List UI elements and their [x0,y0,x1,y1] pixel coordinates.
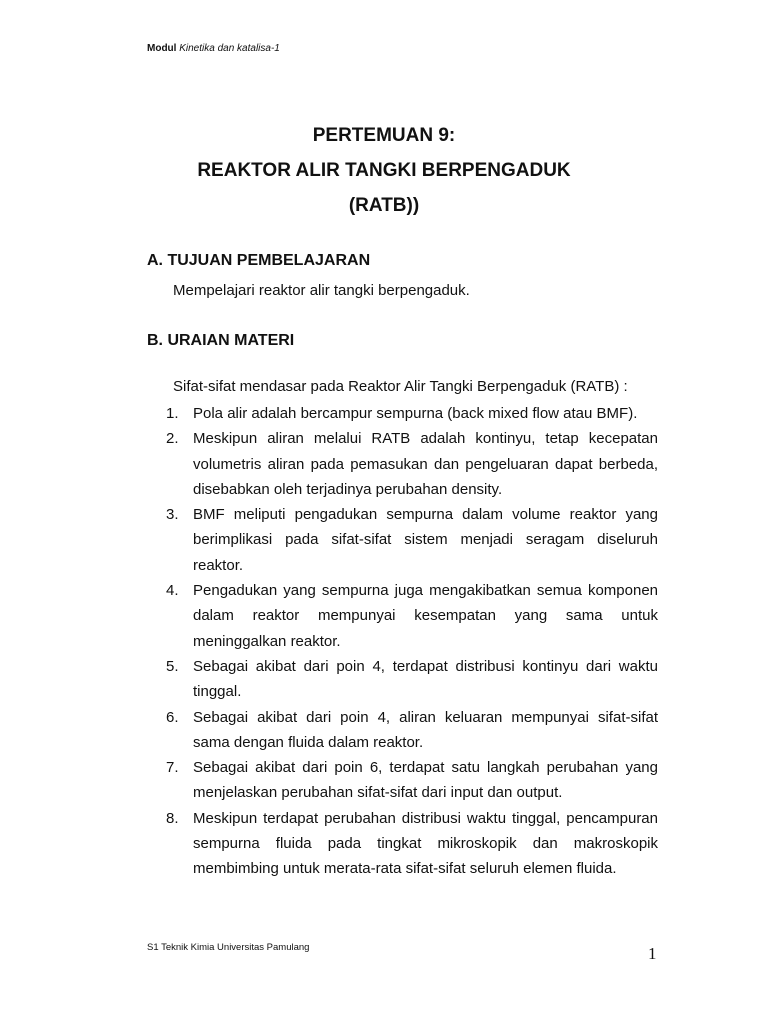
list-item-number: 2. [166,430,179,448]
materi-intro-text: Sifat-sifat mendasar pada Reaktor Alir Tangki Berpengaduk (RATB) : [173,378,628,395]
list-item [166,401,658,426]
properties-list [166,401,658,882]
list-item-text: Pola alir adalah bercampur sempurna (back mixed flow atau BMF). [193,405,638,422]
section-a-heading: A. TUJUAN PEMBELAJARAN [147,252,371,269]
list-item-number: 6. [166,708,179,726]
list-item [166,654,658,705]
list-item-text: Meskipun terdapat perubahan distribusi waktu tinggal, pencampuran sempurna fluida pada tingkat mikroskopik dan makroskopik membimbing untuk merata-rata sifat-sifat seluruh elemen fluida. [193,809,658,878]
learning-objective-text: Mempelajari reaktor alir tangki berpengaduk. [173,282,470,299]
page-title-abbreviation: (RATB)) [348,195,420,216]
list-item-text: Sebagai akibat dari poin 6, terdapat satu langkah perubahan yang menjelaskan perubahan sifat-sifat dari input dan output. [193,759,658,802]
list-item-text: Sebagai akibat dari poin 4, aliran keluaran mempunyai sifat-sifat sama dengan fluida dalam reaktor. [193,708,658,751]
list-item-text: BMF meliputi pengadukan sempurna dalam volume reaktor yang berimplikasi pada sifat-sifat sistem menjadi seragam diseluruh reaktor. [193,506,658,574]
module-label: Modul [147,43,177,54]
list-item-text: Meskipun aliran melalui RATB adalah kontinyu, tetap kecepatan volumetris aliran pada pemasukan dan pengeluaran dapat berbeda, disebabkan oleh terjadinya perubahan density. [193,430,658,498]
list-item-number: 1. [166,405,179,422]
list-item [166,705,658,756]
list-item [166,426,658,502]
list-item-text: Sebagai akibat dari poin 4, terdapat distribusi kontinyu dari waktu tinggal. [193,657,658,701]
list-item [166,806,658,882]
list-item-number: 8. [166,809,179,827]
list-item-number: 3. [166,506,179,524]
module-title: Kinetika dan katalisa-1 [179,43,280,54]
footer-institution: S1 Teknik Kimia Universitas Pamulang [147,942,310,953]
section-b-heading: B. URAIAN MATERI [147,332,295,349]
list-item-number: 5. [166,657,179,675]
list-item-text: Pengadukan yang sempurna juga mengakibatkan semua komponen dalam reaktor mempunyai kesempatan yang sama untuk meninggalkan reaktor. [193,582,658,650]
running-header [147,42,280,56]
list-item [166,578,658,654]
list-item [166,755,658,806]
list-item-number: 7. [166,759,179,777]
page-number: 1 [648,944,657,963]
page-title-meeting: PERTEMUAN 9: [312,125,456,146]
page-title-main: REAKTOR ALIR TANGKI BERPENGADUK [197,160,571,181]
list-item [166,502,658,578]
list-item-number: 4. [166,582,179,600]
